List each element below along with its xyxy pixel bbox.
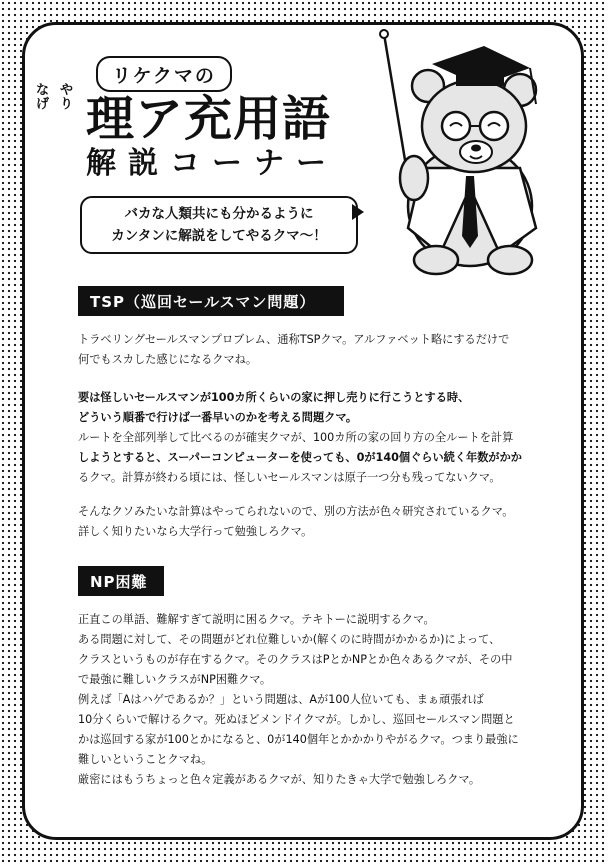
- text-line: 厳密にはもうちょっと色々定義があるクマが、知りたきゃ大学で勉強しろクマ。: [78, 773, 481, 786]
- bubble-line-1: バカな人類共にも分かるように: [124, 206, 314, 222]
- text-line: 10分くらいで解けるクマ。死ぬほどメンドイクマが。しかし、巡回セールスマン問題と: [78, 713, 515, 726]
- text-line: どういう順番で行けば一番早いのかを考える問題クマ。: [78, 411, 358, 424]
- section-heading-tsp: TSP（巡回セールスマン問題）: [78, 286, 344, 316]
- title-sub: 解説コーナー: [86, 146, 338, 181]
- title-ruby-left: なげ: [36, 83, 50, 112]
- text-line: 例えば「Aはハゲであるか？」という問題は、Aが100人位いても、まぁ頑張れば: [78, 693, 484, 706]
- np-paragraph-1: [78, 610, 548, 790]
- tsp-paragraph-2: [78, 388, 548, 488]
- title-ruby-right: やり: [60, 83, 74, 112]
- speech-bubble: [80, 196, 358, 254]
- tsp-paragraph-3: [78, 502, 548, 542]
- section-heading-np-hard: NP困難: [78, 566, 164, 596]
- text-line: しようとすると、スーパーコンピューターを使っても、0が140個ぐらい続く年数がかか: [78, 451, 522, 464]
- text-line: 何でもスカした感じになるクマね。: [78, 353, 258, 366]
- professor-bear-illustration: [370, 28, 570, 278]
- text-line: 難しいということクマね。: [78, 753, 213, 766]
- bubble-tail: [352, 204, 364, 220]
- text-line: ルートを全部列挙して比べるのが確実クマが、100カ所の家の回り方の全ルートを計算: [78, 431, 514, 444]
- text-line: かは巡回する家が100とかになると、0が140個年とかかかりやがるクマ。つまり最強に: [78, 733, 519, 746]
- text-line: るクマ。計算が終わる頃には、怪しいセールスマンは原子一つ分も残ってないクマ。: [78, 471, 501, 484]
- tsp-paragraph-1: [78, 330, 548, 370]
- text-line: 要は怪しいセールスマンが100カ所くらいの家に押し売りに行こうとする時、: [78, 391, 470, 404]
- text-line: ある問題に対して、その問題がどれ位難しいか(解くのに時間がかかるか)によって、: [78, 633, 501, 646]
- text-line: 正直この単語、難解すぎて説明に困るクマ。テキトーに説明するクマ。: [78, 613, 435, 626]
- text-line: 詳しく知りたいなら大学行って勉強しろクマ。: [78, 525, 313, 538]
- title-small: リケクマの: [96, 56, 232, 92]
- bubble-line-2: カンタンに解説をしてやるクマ～！: [111, 228, 327, 244]
- text-line: クラスというものが存在するクマ。そのクラスはPとかNPとか色々あるクマが、その中: [78, 653, 513, 666]
- text-line: そんなクソみたいな計算はやってられないので、別の方法が色々研究されているクマ。: [78, 505, 514, 518]
- text-line: で最強に難しいクラスがNP困難クマ。: [78, 673, 272, 686]
- text-line: トラベリングセールスマンプロブレム、通称TSPクマ。アルファベット略にするだけで: [78, 333, 510, 346]
- title-main: 理ア充用語: [86, 91, 332, 147]
